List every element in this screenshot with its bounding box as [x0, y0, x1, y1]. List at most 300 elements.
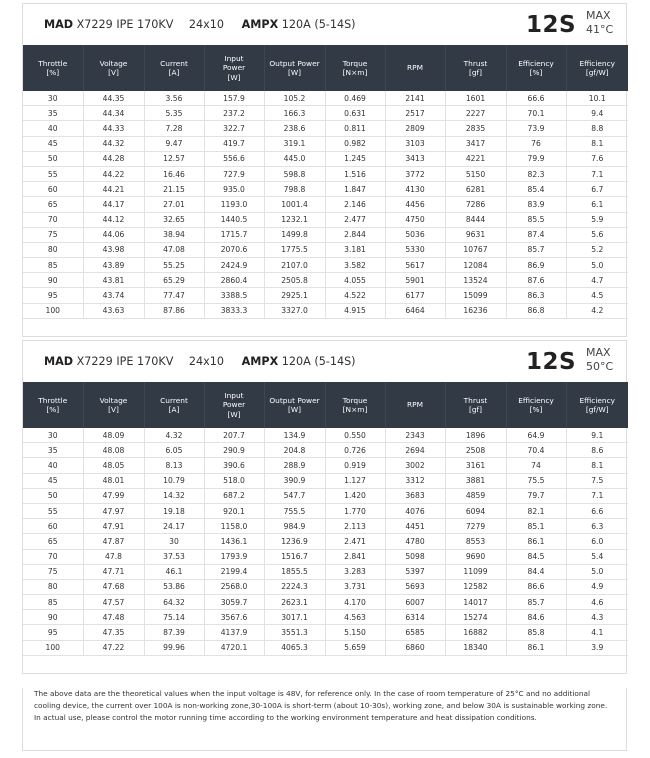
table-row: [23, 428, 628, 443]
table-cell: 7.5: [566, 473, 628, 488]
table-cell: 74: [506, 458, 566, 473]
block-title: [44, 18, 356, 31]
table-cell: 2199.4: [204, 564, 264, 579]
column-header: [264, 45, 325, 91]
column-header: [83, 382, 144, 428]
table-cell: 238.6: [264, 121, 325, 136]
max-label: MAX: [586, 9, 611, 22]
table-row: [23, 197, 628, 212]
table-cell: 5.4: [566, 549, 628, 564]
table-cell: 44.17: [83, 197, 144, 212]
table-cell: 3551.3: [264, 625, 325, 640]
table-cell: 687.2: [204, 488, 264, 503]
table-row: [23, 303, 628, 318]
table-cell: 556.6: [204, 151, 264, 166]
table-cell: 1232.1: [264, 212, 325, 227]
table-cell: 1436.1: [204, 534, 264, 549]
table-cell: 85: [23, 595, 83, 610]
table-cell: 47.87: [83, 534, 144, 549]
table-cell: 65: [23, 534, 83, 549]
table-cell: 75.5: [506, 473, 566, 488]
table-cell: 935.0: [204, 182, 264, 197]
table-cell: 2.113: [325, 519, 385, 534]
table-cell: 86.1: [506, 640, 566, 655]
table-cell: 4.522: [325, 288, 385, 303]
table-cell: 87.4: [506, 227, 566, 242]
table-cell: 44.35: [83, 91, 144, 106]
table-cell: 2343: [385, 428, 445, 443]
column-header-line: Efficiency: [518, 58, 554, 68]
table-cell: 19.18: [144, 503, 204, 518]
table-cell: 86.3: [506, 288, 566, 303]
table-row: [23, 242, 628, 257]
table-cell: 12.57: [144, 151, 204, 166]
table-cell: 1.127: [325, 473, 385, 488]
temp-value: 50°C: [586, 360, 614, 373]
table-cell: 38.94: [144, 227, 204, 242]
table-cell: 3002: [385, 458, 445, 473]
table-cell: 8.6: [566, 443, 628, 458]
table-cell: 4.915: [325, 303, 385, 318]
table-cell: 5.659: [325, 640, 385, 655]
table-cell: 6094: [445, 503, 506, 518]
table-cell: 6.3: [566, 519, 628, 534]
table-row: [23, 519, 628, 534]
table-cell: 5.150: [325, 625, 385, 640]
table-cell: 3327.0: [264, 303, 325, 318]
table-cell: 14.32: [144, 488, 204, 503]
table-cell: 6.6: [566, 503, 628, 518]
table-cell: 70.1: [506, 106, 566, 121]
table-cell: 15274: [445, 610, 506, 625]
column-header-line: [N×m]: [342, 405, 368, 414]
table-cell: 5036: [385, 227, 445, 242]
column-header-line: Output Power: [269, 395, 320, 405]
table-cell: 4221: [445, 151, 506, 166]
column-header-line: [V]: [108, 68, 119, 77]
table-cell: 87.86: [144, 303, 204, 318]
table-cell: 27.01: [144, 197, 204, 212]
table-cell: 86.9: [506, 258, 566, 273]
column-header-line: Power: [222, 400, 246, 410]
table-cell: 2141: [385, 91, 445, 106]
table-cell: 40: [23, 458, 83, 473]
table-row: [23, 564, 628, 579]
table-cell: 3312: [385, 473, 445, 488]
column-header: [144, 45, 204, 91]
table-cell: 3.582: [325, 258, 385, 273]
table-cell: 85: [23, 258, 83, 273]
table-cell: 0.811: [325, 121, 385, 136]
table-cell: 6.05: [144, 443, 204, 458]
table-cell: 4076: [385, 503, 445, 518]
table-cell: 44.12: [83, 212, 144, 227]
column-header-line: Voltage: [99, 58, 128, 68]
column-header-line: Input: [224, 53, 244, 63]
table-cell: 84.6: [506, 610, 566, 625]
table-cell: 45: [23, 473, 83, 488]
table-cell: 87.6: [506, 273, 566, 288]
table-cell: 920.1: [204, 503, 264, 518]
table-cell: 445.0: [264, 151, 325, 166]
table-cell: 2070.6: [204, 242, 264, 257]
table-cell: 13524: [445, 273, 506, 288]
table-cell: 984.9: [264, 519, 325, 534]
table-cell: 35: [23, 106, 83, 121]
table-cell: 204.8: [264, 443, 325, 458]
table-cell: 12084: [445, 258, 506, 273]
column-header-line: Output Power: [269, 58, 320, 68]
table-cell: 2835: [445, 121, 506, 136]
table-cell: 84.5: [506, 549, 566, 564]
column-header-line: [W]: [287, 405, 302, 414]
table-cell: 5901: [385, 273, 445, 288]
table-row: [23, 227, 628, 242]
table-cell: 319.1: [264, 136, 325, 151]
table-cell: 8.1: [566, 458, 628, 473]
table-cell: 2.477: [325, 212, 385, 227]
table-cell: 44.32: [83, 136, 144, 151]
column-header-line: [%]: [46, 68, 60, 77]
table-cell: 7.1: [566, 488, 628, 503]
table-cell: 76: [506, 136, 566, 151]
table-cell: 4456: [385, 197, 445, 212]
table-cell: 60: [23, 182, 83, 197]
table-cell: 85.1: [506, 519, 566, 534]
table-cell: 2623.1: [264, 595, 325, 610]
table-cell: 3.181: [325, 242, 385, 257]
table-cell: 47.91: [83, 519, 144, 534]
column-header: [83, 45, 144, 91]
table-cell: 73.9: [506, 121, 566, 136]
test-block-1: [22, 3, 627, 337]
table-cell: 290.9: [204, 443, 264, 458]
table-cell: 50: [23, 151, 83, 166]
table-cell: 1516.7: [264, 549, 325, 564]
table-cell: 1.516: [325, 166, 385, 181]
esc-brand: AMPX: [241, 18, 279, 31]
table-row: [23, 443, 628, 458]
table-body: [23, 91, 628, 318]
table-row: [23, 136, 628, 151]
column-header-line: Throttle: [38, 58, 68, 68]
table-row: [23, 473, 628, 488]
table-cell: 2424.9: [204, 258, 264, 273]
table-cell: 47.48: [83, 610, 144, 625]
table-cell: 2508: [445, 443, 506, 458]
table-cell: 2107.0: [264, 258, 325, 273]
table-cell: 4720.1: [204, 640, 264, 655]
table-cell: 86.6: [506, 579, 566, 594]
table-row: [23, 503, 628, 518]
motor-brand: MAD: [44, 355, 74, 368]
table-cell: 1193.0: [204, 197, 264, 212]
table-row: [23, 166, 628, 181]
table-row: [23, 182, 628, 197]
column-header-line: [%]: [529, 405, 543, 414]
column-header-line: Thrust: [463, 395, 488, 405]
table-cell: 6585: [385, 625, 445, 640]
esc-spec: 120A (5-14S): [281, 355, 356, 368]
table-cell: 3103: [385, 136, 445, 151]
table-cell: 44.34: [83, 106, 144, 121]
column-header-line: Torque: [342, 395, 368, 405]
table-cell: 10.79: [144, 473, 204, 488]
table-cell: 24.17: [144, 519, 204, 534]
table-cell: 1001.4: [264, 197, 325, 212]
table-cell: 6281: [445, 182, 506, 197]
table-row: [23, 458, 628, 473]
table-cell: 44.06: [83, 227, 144, 242]
table-cell: 3881: [445, 473, 506, 488]
table-cell: 0.469: [325, 91, 385, 106]
table-cell: 64.32: [144, 595, 204, 610]
table-cell: 55: [23, 166, 83, 181]
prop-size: 24x10: [188, 355, 225, 368]
table-cell: 547.7: [264, 488, 325, 503]
temp-value: 41°C: [586, 23, 614, 36]
table-cell: 1236.9: [264, 534, 325, 549]
table-cell: 7.28: [144, 121, 204, 136]
column-header-line: [V]: [108, 405, 119, 414]
table-cell: 7.1: [566, 166, 628, 181]
table-row: [23, 258, 628, 273]
column-header: [506, 45, 566, 91]
column-header-line: Current: [160, 395, 188, 405]
table-cell: 85.7: [506, 242, 566, 257]
table-cell: 5693: [385, 579, 445, 594]
table-cell: 16236: [445, 303, 506, 318]
table-cell: 288.9: [264, 458, 325, 473]
column-header-line: [A]: [168, 68, 180, 77]
table-cell: 82.1: [506, 503, 566, 518]
table-cell: 4.563: [325, 610, 385, 625]
table-cell: 518.0: [204, 473, 264, 488]
table-cell: 87.39: [144, 625, 204, 640]
table-cell: 6.7: [566, 182, 628, 197]
table-cell: 30: [23, 91, 83, 106]
table-cell: 30: [23, 428, 83, 443]
column-header-line: Thrust: [463, 58, 488, 68]
cell-count: 12S: [526, 12, 577, 38]
table-cell: 3161: [445, 458, 506, 473]
table-cell: 11099: [445, 564, 506, 579]
max-label: MAX: [586, 346, 611, 359]
column-header-line: Throttle: [38, 395, 68, 405]
table-cell: 2694: [385, 443, 445, 458]
max-temp: [586, 346, 613, 374]
column-header-line: [W]: [287, 68, 302, 77]
column-header-line: Power: [222, 63, 246, 73]
table-cell: 2568.0: [204, 579, 264, 594]
column-header: [445, 45, 506, 91]
column-header: [264, 382, 325, 428]
table-cell: 8553: [445, 534, 506, 549]
table-cell: 2809: [385, 121, 445, 136]
table-cell: 2.146: [325, 197, 385, 212]
column-header-line: [gf]: [468, 68, 483, 77]
table-cell: 1601: [445, 91, 506, 106]
table-cell: 55: [23, 503, 83, 518]
table-cell: 8444: [445, 212, 506, 227]
table-cell: 16882: [445, 625, 506, 640]
table-row: [23, 549, 628, 564]
table-cell: 12582: [445, 579, 506, 594]
table-cell: 95: [23, 288, 83, 303]
table-cell: 3772: [385, 166, 445, 181]
table-cell: 43.74: [83, 288, 144, 303]
table-cell: 4.6: [566, 595, 628, 610]
table-cell: 47.22: [83, 640, 144, 655]
table-cell: 70.4: [506, 443, 566, 458]
header-row: [23, 45, 628, 91]
table-cell: 6860: [385, 640, 445, 655]
table-cell: 3413: [385, 151, 445, 166]
column-header-line: RPM: [407, 400, 423, 410]
table-cell: 3833.3: [204, 303, 264, 318]
test-block-2: [22, 340, 627, 674]
table-cell: 1855.5: [264, 564, 325, 579]
table-cell: 79.7: [506, 488, 566, 503]
table-cell: 2505.8: [264, 273, 325, 288]
table-cell: 64.9: [506, 428, 566, 443]
table-cell: 44.33: [83, 121, 144, 136]
table-cell: 322.7: [204, 121, 264, 136]
table-cell: 84.4: [506, 564, 566, 579]
table-cell: 95: [23, 625, 83, 640]
block-header: [23, 4, 626, 45]
column-header-line: [W]: [227, 72, 241, 82]
table-row: [23, 121, 628, 136]
disclaimer-note: The above data are the theoretical values when the input voltage is 48V, for reference only. In the case of room temperature of 25°C and no additional cooling device, the current over 100A is non-working zone,30-100A is short-term (about 10-30s), working zone, and below 30A is sustainable working zone. In actual use, please control the motor running time according to the working environment temperature and heat dissipation conditions.: [34, 689, 608, 722]
table-cell: 4065.3: [264, 640, 325, 655]
table-cell: 3.56: [144, 91, 204, 106]
table-cell: 5.0: [566, 258, 628, 273]
table-body: [23, 428, 628, 655]
table-cell: 85.7: [506, 595, 566, 610]
table-cell: 9.47: [144, 136, 204, 151]
table-cell: 99.96: [144, 640, 204, 655]
column-header: [506, 382, 566, 428]
table-cell: 598.8: [264, 166, 325, 181]
table-cell: 3388.5: [204, 288, 264, 303]
table-cell: 40: [23, 121, 83, 136]
table-row: [23, 106, 628, 121]
table-cell: 5098: [385, 549, 445, 564]
table-cell: 100: [23, 640, 83, 655]
table-cell: 2227: [445, 106, 506, 121]
motor-model: X7229 IPE 170KV: [76, 355, 174, 368]
table-cell: 0.550: [325, 428, 385, 443]
table-cell: 727.9: [204, 166, 264, 181]
table-cell: 5617: [385, 258, 445, 273]
table-cell: 3059.7: [204, 595, 264, 610]
table-cell: 1.847: [325, 182, 385, 197]
table-cell: 166.3: [264, 106, 325, 121]
table-cell: 7.6: [566, 151, 628, 166]
table-cell: 3.9: [566, 640, 628, 655]
table-cell: 4.3: [566, 610, 628, 625]
table-cell: 86.1: [506, 534, 566, 549]
table-cell: 5150: [445, 166, 506, 181]
table-cell: 9.4: [566, 106, 628, 121]
table-cell: 6464: [385, 303, 445, 318]
column-header-line: [W]: [227, 409, 241, 419]
column-header-line: Efficiency: [579, 395, 616, 405]
table-cell: 5.0: [566, 564, 628, 579]
column-header-line: RPM: [407, 63, 423, 73]
table-cell: 77.47: [144, 288, 204, 303]
table-cell: 48.08: [83, 443, 144, 458]
motor-model: X7229 IPE 170KV: [76, 18, 174, 31]
table-cell: 0.631: [325, 106, 385, 121]
table-row: [23, 91, 628, 106]
table-cell: 5.35: [144, 106, 204, 121]
table-cell: 4780: [385, 534, 445, 549]
table-cell: 4137.9: [204, 625, 264, 640]
table-cell: 53.86: [144, 579, 204, 594]
table-cell: 3.731: [325, 579, 385, 594]
table-cell: 390.6: [204, 458, 264, 473]
column-header: [204, 45, 264, 91]
table-cell: 4.9: [566, 579, 628, 594]
table-row: [23, 212, 628, 227]
column-header-line: Torque: [342, 58, 368, 68]
column-header: [566, 45, 628, 91]
table-cell: 46.1: [144, 564, 204, 579]
table-cell: 6314: [385, 610, 445, 625]
table-cell: 7279: [445, 519, 506, 534]
max-temp: [586, 9, 613, 37]
table-cell: 3417: [445, 136, 506, 151]
table-cell: 14017: [445, 595, 506, 610]
column-header: [566, 382, 628, 428]
table-cell: 5.6: [566, 227, 628, 242]
table-cell: 75: [23, 227, 83, 242]
table-cell: 5330: [385, 242, 445, 257]
table-cell: 5397: [385, 564, 445, 579]
table-cell: 1715.7: [204, 227, 264, 242]
table-cell: 419.7: [204, 136, 264, 151]
table-cell: 10767: [445, 242, 506, 257]
column-header: [325, 382, 385, 428]
table-cell: 4750: [385, 212, 445, 227]
table-cell: 50: [23, 488, 83, 503]
table-row: [23, 534, 628, 549]
table-cell: 798.8: [264, 182, 325, 197]
note-block: [22, 688, 627, 751]
table-cell: 9.1: [566, 428, 628, 443]
table-cell: 48.05: [83, 458, 144, 473]
table-row: [23, 625, 628, 640]
table-cell: 1.245: [325, 151, 385, 166]
table-cell: 2.841: [325, 549, 385, 564]
table-cell: 15099: [445, 288, 506, 303]
table-cell: 5.2: [566, 242, 628, 257]
table-cell: 83.9: [506, 197, 566, 212]
table-cell: 2860.4: [204, 273, 264, 288]
table-cell: 2.471: [325, 534, 385, 549]
column-header-line: Efficiency: [579, 58, 616, 68]
column-header-line: [%]: [46, 405, 60, 414]
column-header-line: Voltage: [99, 395, 128, 405]
table-row: [23, 288, 628, 303]
table-cell: 8.1: [566, 136, 628, 151]
table-cell: 75.14: [144, 610, 204, 625]
table-cell: 90: [23, 610, 83, 625]
table-cell: 85.5: [506, 212, 566, 227]
table-cell: 2224.3: [264, 579, 325, 594]
